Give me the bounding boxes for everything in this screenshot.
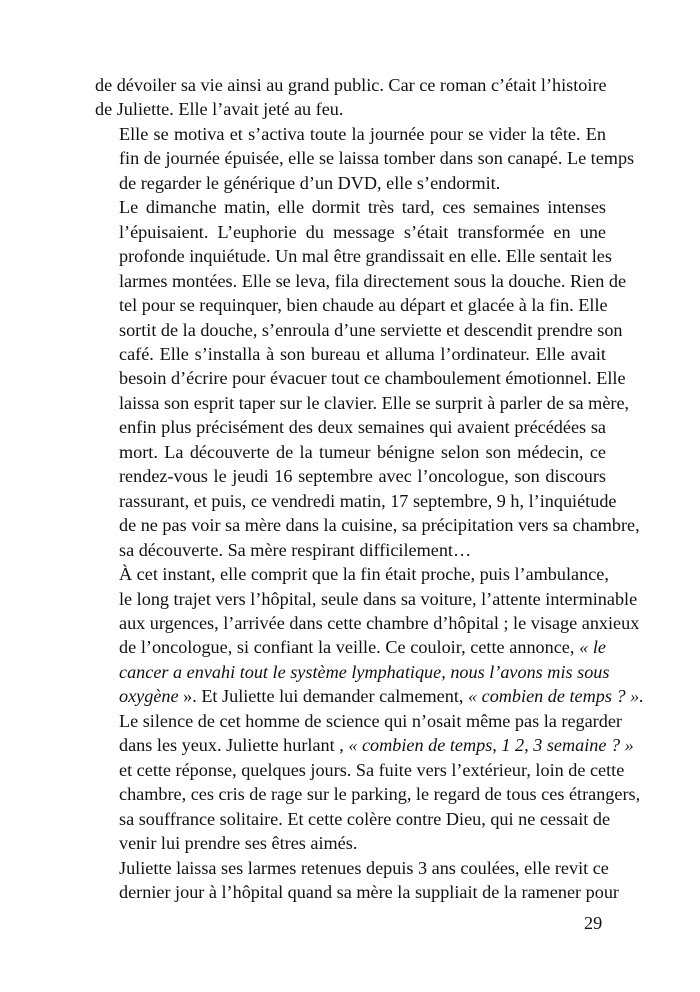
text-line: tel pour se requinquer, bien chaude au départ et glacée à la fin. Elle — [119, 295, 608, 316]
text-line: rendez-vous le jeudi 16 septembre avec l’oncologue, son discours — [119, 466, 606, 487]
text-line — [95, 635, 606, 659]
text-line — [95, 758, 625, 782]
text-line: Elle se motiva et s’activa toute la journée pour se vider la tête. En — [119, 123, 606, 144]
book-page-body — [95, 73, 644, 904]
text-run: Le silence de cet homme de science qui n’osait même pas la regarder — [119, 710, 622, 731]
italic-quote: « combien de temps ? ». — [467, 686, 644, 707]
text-line: café. Elle s’installa à son bureau et alluma l’ordinateur. Elle avait — [119, 343, 606, 364]
text-run: le long trajet vers l’hôpital, seule dans sa voiture, l’attente interminable — [119, 588, 638, 609]
italic-quote: cancer a envahi tout le système lymphatique, nous l’avons mis sous — [119, 661, 610, 682]
text-run: À cet instant, elle comprit que la fin était proche, puis l’ambulance, — [119, 564, 609, 585]
text-line — [95, 562, 609, 586]
text-line: de Juliette. Elle l’avait jeté au feu. — [95, 99, 344, 120]
text-line: de ne pas voir sa mère dans la cuisine, sa précipitation vers sa chambre, — [119, 515, 640, 536]
paragraph-2 — [95, 122, 635, 195]
text-run: sa souffrance solitaire. Et cette colère contre Dieu, qui ne cessait de — [119, 808, 611, 829]
text-line — [95, 587, 638, 611]
text-line: mort. La découverte de la tumeur bénigne selon son médecin, ce — [119, 441, 606, 462]
text-line: fin de journée épuisée, elle se laissa tomber dans son canapé. Le temps — [119, 148, 635, 169]
paragraph-1 — [95, 73, 606, 122]
text-line — [95, 709, 622, 733]
text-line — [95, 831, 606, 855]
italic-quote: « le — [579, 637, 606, 658]
page-number: 29 — [584, 913, 603, 933]
text-line: dernier jour à l’hôpital quand sa mère la suppliait de la ramener pour — [119, 881, 619, 902]
text-line: Le dimanche matin, elle dormit très tard, ces semaines intenses — [119, 197, 606, 218]
text-run: ». Et Juliette lui demander calmement, — [178, 686, 468, 707]
text-line: de regarder le générique d’un DVD, elle s’endormit. — [119, 172, 501, 193]
text-run: venir lui prendre ses êtres aimés. — [119, 833, 358, 854]
text-line: l’épuisaient. L’euphorie du message s’était transformée en une — [119, 221, 606, 242]
text-line: sa découverte. Sa mère respirant difficilement… — [119, 539, 472, 560]
text-run: dans les yeux. Juliette hurlant , — [119, 735, 349, 756]
text-run: de l’oncologue, si confiant la veille. Ce couloir, cette annonce, — [119, 637, 580, 658]
text-line — [95, 782, 641, 806]
text-line: Juliette laissa ses larmes retenues depuis 3 ans coulées, elle revit ce — [119, 857, 609, 878]
text-run: aux urgences, l’arrivée dans cette chambre d’hôpital ; le visage anxieux — [119, 612, 640, 633]
text-line: besoin d’écrire pour évacuer tout ce chamboulement émotionnel. Elle — [119, 368, 626, 389]
text-line: profonde inquiétude. Un mal être grandissait en elle. Elle sentait les — [119, 246, 612, 267]
text-run: chambre, ces cris de rage sur le parking, le regard de tous ces étrangers, — [119, 784, 641, 805]
text-line: laissa son esprit taper sur le clavier. Elle se surprit à parler de sa mère, — [119, 392, 630, 413]
text-line — [95, 684, 644, 708]
text-line: rassurant, et puis, ce vendredi matin, 17 septembre, 9 h, l’inquiétude — [119, 490, 617, 511]
paragraph-4 — [95, 562, 644, 855]
text-line — [95, 807, 611, 831]
text-line: enfin plus précisément des deux semaines qui avaient précédées sa — [119, 417, 606, 438]
paragraph-3 — [95, 195, 640, 562]
italic-quote: « combien de temps, 1 2, 3 semaine ? » — [348, 735, 634, 756]
text-line — [95, 611, 640, 635]
text-line — [95, 660, 610, 684]
text-line — [95, 733, 634, 757]
paragraph-5 — [95, 856, 619, 905]
text-line: sortit de la douche, s’enroula d’une serviette et descendit prendre son — [119, 319, 623, 340]
text-line: de dévoiler sa vie ainsi au grand public. Car ce roman c’était l’histoire — [95, 75, 607, 95]
text-run: et cette réponse, quelques jours. Sa fuite vers l’extérieur, loin de cette — [119, 759, 625, 780]
italic-quote: oxygène — [119, 686, 179, 707]
text-line: larmes montées. Elle se leva, fila directement sous la douche. Rien de — [119, 270, 627, 291]
